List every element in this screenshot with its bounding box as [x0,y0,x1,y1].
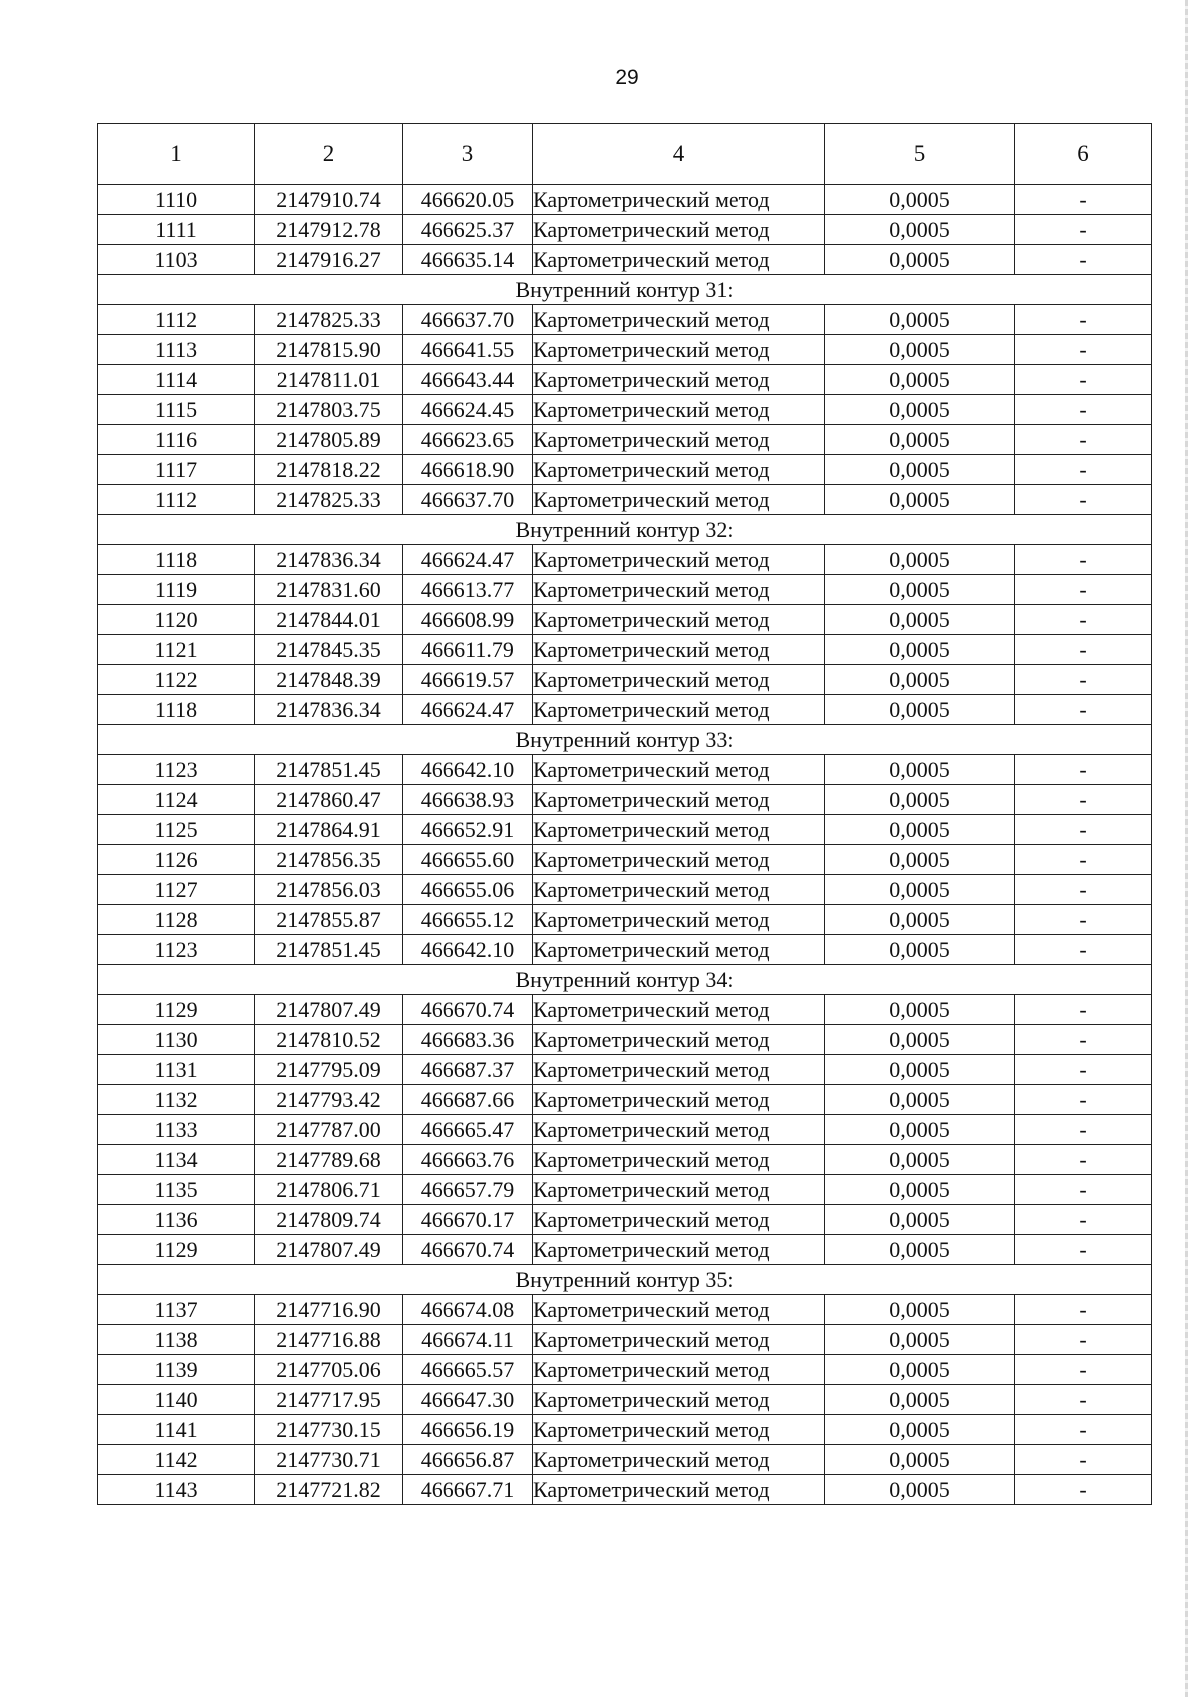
table-row [98,365,1152,395]
coord-x-cell: 2147807.49 [255,1235,403,1265]
accuracy-cell: 0,0005 [825,845,1015,875]
accuracy-cell: 0,0005 [825,1175,1015,1205]
coord-y-cell: 466638.93 [403,785,533,815]
coord-y-cell: 466687.37 [403,1055,533,1085]
description-cell: - [1015,1325,1152,1355]
coord-y-cell: 466647.30 [403,1385,533,1415]
column-header-description: 6 [1015,124,1152,185]
column-header-accuracy: 5 [825,124,1015,185]
coord-y-cell: 466624.47 [403,545,533,575]
accuracy-cell: 0,0005 [825,1205,1015,1235]
coord-x-cell: 2147836.34 [255,695,403,725]
method-cell: Картометрический метод [533,485,825,515]
section-row [98,1265,1152,1295]
coord-x-cell: 2147851.45 [255,755,403,785]
method-cell: Картометрический метод [533,815,825,845]
description-cell: - [1015,485,1152,515]
point-number-cell: 1127 [98,875,255,905]
column-header-method: 4 [533,124,825,185]
point-number-cell: 1117 [98,455,255,485]
method-cell: Картометрический метод [533,1415,825,1445]
point-number-cell: 1123 [98,935,255,965]
description-cell: - [1015,785,1152,815]
table-row [98,1475,1152,1505]
description-cell: - [1015,755,1152,785]
coord-y-cell: 466619.57 [403,665,533,695]
description-cell: - [1015,545,1152,575]
description-cell: - [1015,1385,1152,1415]
description-cell: - [1015,605,1152,635]
section-row [98,515,1152,545]
coord-y-cell: 466635.14 [403,245,533,275]
coord-x-cell: 2147845.35 [255,635,403,665]
coord-x-cell: 2147705.06 [255,1355,403,1385]
description-cell: - [1015,335,1152,365]
description-cell: - [1015,425,1152,455]
coord-x-cell: 2147810.52 [255,1025,403,1055]
point-number-cell: 1128 [98,905,255,935]
coord-x-cell: 2147815.90 [255,335,403,365]
table-row [98,755,1152,785]
table-row [98,1175,1152,1205]
method-cell: Картометрический метод [533,665,825,695]
coord-y-cell: 466663.76 [403,1145,533,1175]
coord-x-cell: 2147910.74 [255,185,403,215]
point-number-cell: 1112 [98,305,255,335]
coord-y-cell: 466620.05 [403,185,533,215]
description-cell: - [1015,845,1152,875]
coord-x-cell: 2147825.33 [255,485,403,515]
point-number-cell: 1122 [98,665,255,695]
section-title: Внутренний контур 35: [98,1265,1152,1295]
table-row [98,875,1152,905]
description-cell: - [1015,665,1152,695]
accuracy-cell: 0,0005 [825,935,1015,965]
section-title: Внутренний контур 31: [98,275,1152,305]
accuracy-cell: 0,0005 [825,335,1015,365]
accuracy-cell: 0,0005 [825,1325,1015,1355]
coord-y-cell: 466624.45 [403,395,533,425]
description-cell: - [1015,1235,1152,1265]
point-number-cell: 1103 [98,245,255,275]
point-number-cell: 1143 [98,1475,255,1505]
table-row [98,1025,1152,1055]
description-cell: - [1015,875,1152,905]
point-number-cell: 1123 [98,755,255,785]
point-number-cell: 1115 [98,395,255,425]
method-cell: Картометрический метод [533,185,825,215]
accuracy-cell: 0,0005 [825,1445,1015,1475]
description-cell: - [1015,1115,1152,1145]
method-cell: Картометрический метод [533,215,825,245]
point-number-cell: 1129 [98,1235,255,1265]
point-number-cell: 1140 [98,1385,255,1415]
method-cell: Картометрический метод [533,1355,825,1385]
method-cell: Картометрический метод [533,1445,825,1475]
accuracy-cell: 0,0005 [825,545,1015,575]
method-cell: Картометрический метод [533,635,825,665]
coord-y-cell: 466655.60 [403,845,533,875]
description-cell: - [1015,1415,1152,1445]
description-cell: - [1015,575,1152,605]
description-cell: - [1015,245,1152,275]
accuracy-cell: 0,0005 [825,1115,1015,1145]
table-row [98,425,1152,455]
coord-x-cell: 2147803.75 [255,395,403,425]
description-cell: - [1015,1295,1152,1325]
coord-x-cell: 2147717.95 [255,1385,403,1415]
coord-x-cell: 2147836.34 [255,545,403,575]
method-cell: Картометрический метод [533,395,825,425]
column-header-x: 2 [255,124,403,185]
method-cell: Картометрический метод [533,365,825,395]
method-cell: Картометрический метод [533,545,825,575]
accuracy-cell: 0,0005 [825,455,1015,485]
accuracy-cell: 0,0005 [825,1145,1015,1175]
coord-y-cell: 466655.06 [403,875,533,905]
scan-edge [1185,0,1188,1697]
coord-y-cell: 466613.77 [403,575,533,605]
section-title: Внутренний контур 32: [98,515,1152,545]
table-row [98,785,1152,815]
coord-y-cell: 466670.17 [403,1205,533,1235]
description-cell: - [1015,935,1152,965]
point-number-cell: 1113 [98,335,255,365]
coord-y-cell: 466642.10 [403,935,533,965]
coord-y-cell: 466667.71 [403,1475,533,1505]
coord-x-cell: 2147856.35 [255,845,403,875]
table-row [98,545,1152,575]
method-cell: Картометрический метод [533,605,825,635]
coord-x-cell: 2147805.89 [255,425,403,455]
accuracy-cell: 0,0005 [825,875,1015,905]
coord-x-cell: 2147809.74 [255,1205,403,1235]
coord-x-cell: 2147912.78 [255,215,403,245]
method-cell: Картометрический метод [533,875,825,905]
method-cell: Картометрический метод [533,905,825,935]
point-number-cell: 1139 [98,1355,255,1385]
table-row [98,1085,1152,1115]
coord-x-cell: 2147721.82 [255,1475,403,1505]
description-cell: - [1015,1085,1152,1115]
method-cell: Картометрический метод [533,1025,825,1055]
coord-x-cell: 2147789.68 [255,1145,403,1175]
coord-x-cell: 2147730.15 [255,1415,403,1445]
table-row [98,1235,1152,1265]
coord-x-cell: 2147855.87 [255,905,403,935]
coord-x-cell: 2147793.42 [255,1085,403,1115]
table-row [98,335,1152,365]
description-cell: - [1015,1175,1152,1205]
coord-y-cell: 466611.79 [403,635,533,665]
description-cell: - [1015,695,1152,725]
column-header-y: 3 [403,124,533,185]
coord-y-cell: 466624.47 [403,695,533,725]
method-cell: Картометрический метод [533,755,825,785]
description-cell: - [1015,1025,1152,1055]
table-row [98,1145,1152,1175]
table-row [98,1385,1152,1415]
coord-x-cell: 2147860.47 [255,785,403,815]
description-cell: - [1015,1145,1152,1175]
method-cell: Картометрический метод [533,1175,825,1205]
section-row [98,965,1152,995]
coord-y-cell: 466652.91 [403,815,533,845]
coord-y-cell: 466670.74 [403,1235,533,1265]
accuracy-cell: 0,0005 [825,995,1015,1025]
method-cell: Картометрический метод [533,305,825,335]
method-cell: Картометрический метод [533,455,825,485]
method-cell: Картометрический метод [533,935,825,965]
point-number-cell: 1118 [98,545,255,575]
table-row [98,455,1152,485]
method-cell: Картометрический метод [533,1115,825,1145]
point-number-cell: 1126 [98,845,255,875]
accuracy-cell: 0,0005 [825,905,1015,935]
point-number-cell: 1130 [98,1025,255,1055]
point-number-cell: 1132 [98,1085,255,1115]
method-cell: Картометрический метод [533,1085,825,1115]
point-number-cell: 1119 [98,575,255,605]
table-body [98,185,1152,1505]
accuracy-cell: 0,0005 [825,395,1015,425]
table-row [98,815,1152,845]
point-number-cell: 1125 [98,815,255,845]
description-cell: - [1015,905,1152,935]
coord-y-cell: 466665.57 [403,1355,533,1385]
page-number: 29 [615,66,639,89]
accuracy-cell: 0,0005 [825,1355,1015,1385]
accuracy-cell: 0,0005 [825,485,1015,515]
section-title: Внутренний контур 33: [98,725,1152,755]
coord-x-cell: 2147916.27 [255,245,403,275]
method-cell: Картометрический метод [533,845,825,875]
method-cell: Картометрический метод [533,995,825,1025]
accuracy-cell: 0,0005 [825,1475,1015,1505]
accuracy-cell: 0,0005 [825,1385,1015,1415]
coord-y-cell: 466655.12 [403,905,533,935]
table-row [98,635,1152,665]
point-number-cell: 1135 [98,1175,255,1205]
point-number-cell: 1129 [98,995,255,1025]
coord-x-cell: 2147831.60 [255,575,403,605]
accuracy-cell: 0,0005 [825,365,1015,395]
point-number-cell: 1111 [98,215,255,245]
table-row [98,665,1152,695]
method-cell: Картометрический метод [533,1205,825,1235]
method-cell: Картометрический метод [533,425,825,455]
coord-x-cell: 2147716.90 [255,1295,403,1325]
accuracy-cell: 0,0005 [825,695,1015,725]
accuracy-cell: 0,0005 [825,245,1015,275]
point-number-cell: 1110 [98,185,255,215]
accuracy-cell: 0,0005 [825,665,1015,695]
table-row [98,605,1152,635]
coord-x-cell: 2147851.45 [255,935,403,965]
coord-y-cell: 466665.47 [403,1115,533,1145]
header-row [98,124,1152,185]
description-cell: - [1015,455,1152,485]
table-row [98,1295,1152,1325]
method-cell: Картометрический метод [533,1385,825,1415]
coord-y-cell: 466618.90 [403,455,533,485]
coord-x-cell: 2147818.22 [255,455,403,485]
accuracy-cell: 0,0005 [825,575,1015,605]
table-row [98,1205,1152,1235]
point-number-cell: 1112 [98,485,255,515]
coord-y-cell: 466623.65 [403,425,533,455]
table-row [98,935,1152,965]
coord-x-cell: 2147730.71 [255,1445,403,1475]
coord-y-cell: 466670.74 [403,995,533,1025]
description-cell: - [1015,365,1152,395]
accuracy-cell: 0,0005 [825,1025,1015,1055]
coord-y-cell: 466643.44 [403,365,533,395]
point-number-cell: 1141 [98,1415,255,1445]
point-number-cell: 1120 [98,605,255,635]
coord-y-cell: 466674.08 [403,1295,533,1325]
table-row [98,245,1152,275]
description-cell: - [1015,215,1152,245]
table-row [98,1445,1152,1475]
coord-y-cell: 466641.55 [403,335,533,365]
method-cell: Картометрический метод [533,1145,825,1175]
point-number-cell: 1133 [98,1115,255,1145]
coord-x-cell: 2147825.33 [255,305,403,335]
coord-y-cell: 466637.70 [403,485,533,515]
coordinates-table [97,123,1152,1505]
coord-x-cell: 2147811.01 [255,365,403,395]
section-row [98,725,1152,755]
point-number-cell: 1134 [98,1145,255,1175]
table-row [98,1055,1152,1085]
coord-x-cell: 2147856.03 [255,875,403,905]
table-row [98,1115,1152,1145]
point-number-cell: 1116 [98,425,255,455]
table-row [98,395,1152,425]
section-row [98,275,1152,305]
accuracy-cell: 0,0005 [825,305,1015,335]
coord-y-cell: 466674.11 [403,1325,533,1355]
table-row [98,485,1152,515]
coord-y-cell: 466687.66 [403,1085,533,1115]
description-cell: - [1015,305,1152,335]
accuracy-cell: 0,0005 [825,785,1015,815]
point-number-cell: 1137 [98,1295,255,1325]
point-number-cell: 1131 [98,1055,255,1085]
accuracy-cell: 0,0005 [825,815,1015,845]
table-row [98,185,1152,215]
table-row [98,305,1152,335]
coord-y-cell: 466642.10 [403,755,533,785]
point-number-cell: 1114 [98,365,255,395]
coord-y-cell: 466608.99 [403,605,533,635]
method-cell: Картометрический метод [533,335,825,365]
coord-y-cell: 466637.70 [403,305,533,335]
coord-x-cell: 2147807.49 [255,995,403,1025]
coord-x-cell: 2147795.09 [255,1055,403,1085]
accuracy-cell: 0,0005 [825,605,1015,635]
column-header-point: 1 [98,124,255,185]
coord-x-cell: 2147787.00 [255,1115,403,1145]
accuracy-cell: 0,0005 [825,185,1015,215]
description-cell: - [1015,395,1152,425]
accuracy-cell: 0,0005 [825,1085,1015,1115]
accuracy-cell: 0,0005 [825,215,1015,245]
table-row [98,575,1152,605]
point-number-cell: 1142 [98,1445,255,1475]
point-number-cell: 1121 [98,635,255,665]
method-cell: Картометрический метод [533,575,825,605]
method-cell: Картометрический метод [533,1295,825,1325]
description-cell: - [1015,185,1152,215]
table-row [98,215,1152,245]
point-number-cell: 1138 [98,1325,255,1355]
description-cell: - [1015,1355,1152,1385]
description-cell: - [1015,995,1152,1025]
coord-x-cell: 2147806.71 [255,1175,403,1205]
coord-y-cell: 466683.36 [403,1025,533,1055]
accuracy-cell: 0,0005 [825,755,1015,785]
table-row [98,1325,1152,1355]
method-cell: Картометрический метод [533,785,825,815]
point-number-cell: 1136 [98,1205,255,1235]
table-row [98,1415,1152,1445]
coord-y-cell: 466656.19 [403,1415,533,1445]
point-number-cell: 1118 [98,695,255,725]
table-row [98,845,1152,875]
coord-y-cell: 466656.87 [403,1445,533,1475]
description-cell: - [1015,815,1152,845]
coord-x-cell: 2147848.39 [255,665,403,695]
table-row [98,695,1152,725]
description-cell: - [1015,1055,1152,1085]
accuracy-cell: 0,0005 [825,1415,1015,1445]
accuracy-cell: 0,0005 [825,635,1015,665]
accuracy-cell: 0,0005 [825,425,1015,455]
coord-x-cell: 2147844.01 [255,605,403,635]
point-number-cell: 1124 [98,785,255,815]
method-cell: Картометрический метод [533,1475,825,1505]
coord-x-cell: 2147864.91 [255,815,403,845]
description-cell: - [1015,1205,1152,1235]
section-title: Внутренний контур 34: [98,965,1152,995]
description-cell: - [1015,635,1152,665]
coord-y-cell: 466625.37 [403,215,533,245]
table-row [98,905,1152,935]
description-cell: - [1015,1445,1152,1475]
method-cell: Картометрический метод [533,1055,825,1085]
method-cell: Картометрический метод [533,695,825,725]
accuracy-cell: 0,0005 [825,1055,1015,1085]
coord-x-cell: 2147716.88 [255,1325,403,1355]
method-cell: Картометрический метод [533,1235,825,1265]
accuracy-cell: 0,0005 [825,1235,1015,1265]
method-cell: Картометрический метод [533,245,825,275]
method-cell: Картометрический метод [533,1325,825,1355]
table-row [98,1355,1152,1385]
description-cell: - [1015,1475,1152,1505]
accuracy-cell: 0,0005 [825,1295,1015,1325]
table-row [98,995,1152,1025]
coord-y-cell: 466657.79 [403,1175,533,1205]
